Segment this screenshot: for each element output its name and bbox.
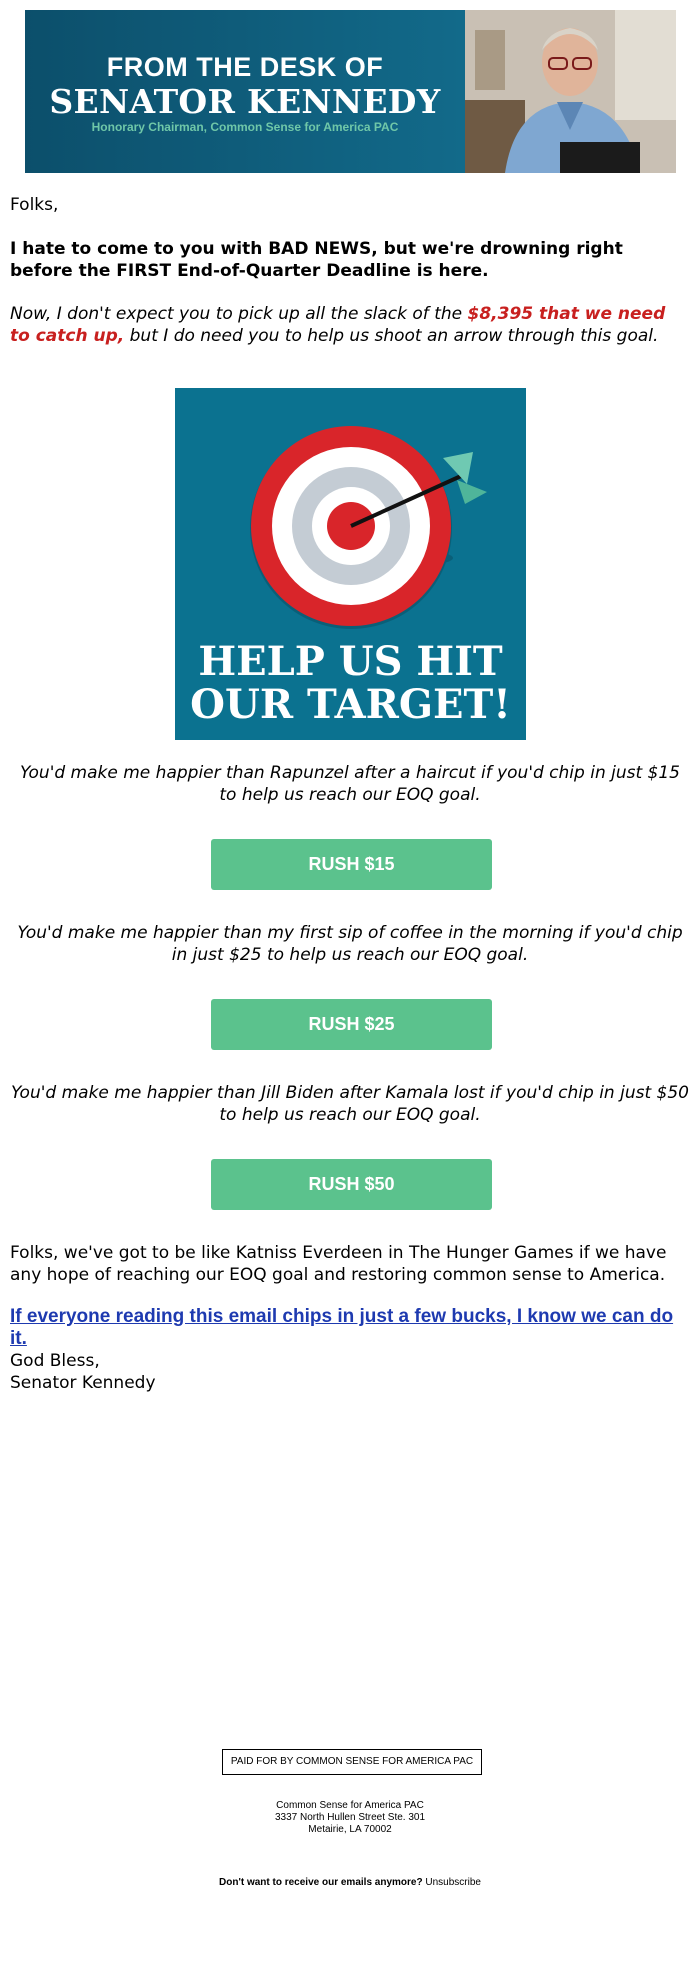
- paid-for-disclaimer: PAID FOR BY COMMON SENSE FOR AMERICA PAC: [222, 1749, 482, 1775]
- unsubscribe-link[interactable]: Unsubscribe: [425, 1877, 481, 1888]
- rush-15-button[interactable]: RUSH $15: [211, 839, 492, 890]
- footer-city: Metairie, LA 70002: [308, 1824, 392, 1835]
- ask-text-before: Now, I don't expect you to pick up all the slack of the: [10, 304, 468, 324]
- unsubscribe-line: [0, 1877, 700, 1888]
- footer-street: 3337 North Hullen Street Ste. 301: [274, 1812, 426, 1823]
- header-banner: [25, 10, 676, 173]
- greeting: Folks,: [10, 195, 59, 215]
- rush-50-button[interactable]: RUSH $50: [211, 1159, 492, 1210]
- signoff-line-1: God Bless,: [10, 1351, 100, 1371]
- banner-text-panel: [25, 10, 465, 173]
- ask-text-after: but I do need you to help us shoot an arrow through this goal.: [124, 326, 659, 346]
- donate-link[interactable]: If everyone reading this email chips in just a few bucks, I know we can do it.: [10, 1306, 674, 1349]
- target-graphic: [175, 388, 526, 740]
- bullseye-icon: [175, 388, 526, 638]
- ask-paragraph: [10, 303, 690, 347]
- rush-25-button[interactable]: RUSH $25: [211, 999, 492, 1050]
- appeal-text-25: You'd make me happier than my first sip of coffee in the morning if you'd chip in just $25 to help us reach our EOQ goal.: [17, 923, 683, 965]
- target-headline-1: HELP US HIT: [198, 638, 503, 685]
- target-headline-2: OUR TARGET!: [190, 681, 511, 728]
- banner-title: SENATOR KENNEDY: [49, 82, 441, 121]
- banner-line-1: FROM THE DESK OF: [106, 52, 384, 82]
- appeal-text-50: You'd make me happier than Jill Biden after Kamala lost if you'd chip in just $50 to help us reach our EOQ goal.: [11, 1083, 689, 1125]
- unsubscribe-question: Don't want to receive our emails anymore?: [219, 1877, 423, 1888]
- footer-org-name: Common Sense for America PAC: [276, 1800, 424, 1811]
- closing-paragraph: Folks, we've got to be like Katniss Everdeen in The Hunger Games if we have any hope of reaching our EOQ goal and restoring common sense to America.: [10, 1243, 667, 1285]
- banner-subtitle: Honorary Chairman, Common Sense for America PAC: [91, 120, 399, 134]
- ask-amount-highlight: $8,395 that we need to catch up,: [10, 304, 666, 346]
- senator-photo: [465, 10, 676, 173]
- bad-news-paragraph: I hate to come to you with BAD NEWS, but we're drowning right before the FIRST End-of-Quarter Deadline is here.: [10, 239, 623, 281]
- signoff-line-2: Senator Kennedy: [10, 1373, 156, 1393]
- appeal-text-15: You'd make me happier than Rapunzel after a haircut if you'd chip in just $15 to help us reach our EOQ goal.: [20, 763, 680, 805]
